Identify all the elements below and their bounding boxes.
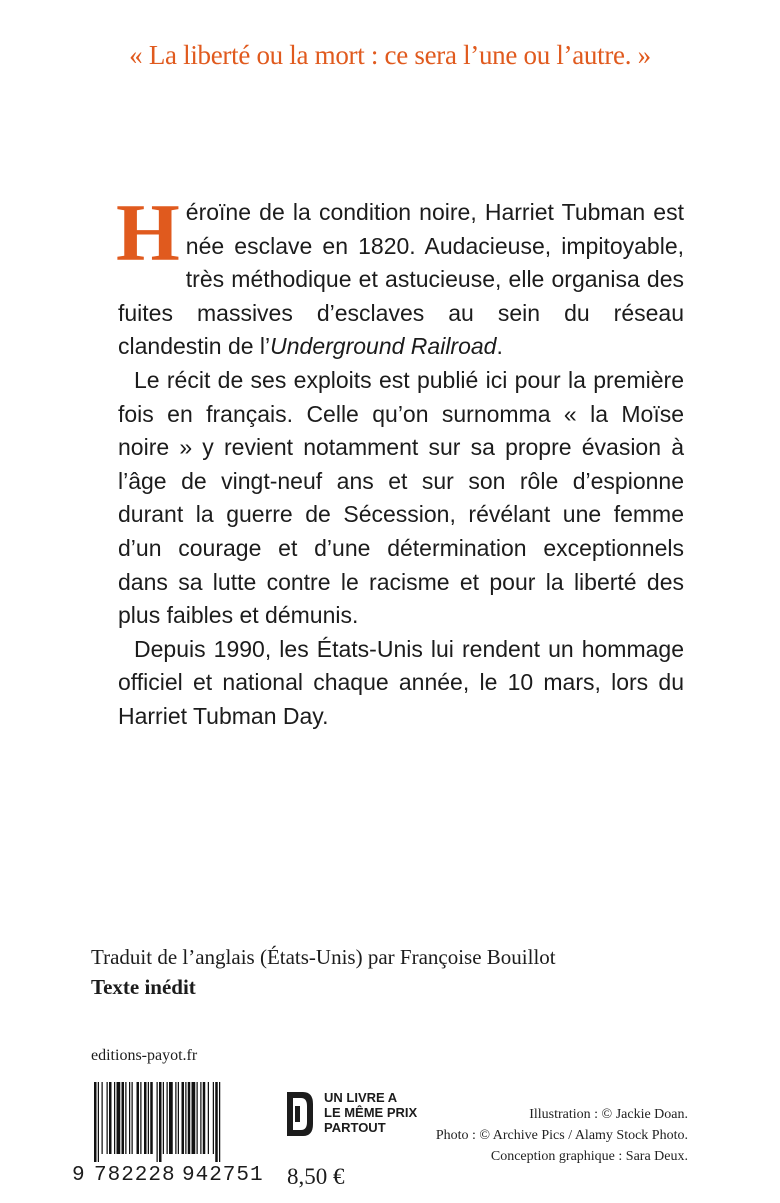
barcode-bar [192, 1082, 196, 1154]
photo-credit: Photo : © Archive Pics / Alamy Stock Photo. [435, 1128, 688, 1143]
barcode-bar [213, 1082, 214, 1154]
image-credits [436, 1104, 688, 1167]
barcode-bar [148, 1082, 149, 1154]
barcode-bar [208, 1082, 209, 1154]
barcode-bar [175, 1082, 176, 1154]
barcode-bar [150, 1082, 153, 1154]
back-cover-quote: « La liberté ou la mort : ce sera l’une ou l’autre. » [129, 40, 651, 70]
barcode-bar [167, 1082, 168, 1154]
illustration-credit: Illustration : © Jackie Doan. [529, 1107, 688, 1122]
barcode-bar [125, 1082, 126, 1154]
logo-line: UN LIVRE A [324, 1090, 398, 1105]
barcode-bar [203, 1082, 206, 1154]
barcode-bar [144, 1082, 147, 1154]
intro-paragraph [116, 187, 684, 364]
translation-block [91, 942, 556, 1002]
prix-unique-logo-text [324, 1090, 417, 1135]
barcode-image [93, 1082, 269, 1162]
barcode-bar [102, 1082, 103, 1154]
blurb [116, 187, 684, 734]
barcode-bar [163, 1082, 164, 1154]
barcode-bar [107, 1082, 108, 1154]
barcode-bar [132, 1082, 133, 1154]
barcode-bar [178, 1082, 179, 1154]
barcode-bar [197, 1082, 198, 1154]
publisher-website[interactable]: editions-payot.fr [91, 1047, 198, 1064]
barcode-bar [182, 1082, 185, 1154]
barcode-bar [219, 1082, 220, 1162]
prix-unique-logo-icon [285, 1090, 315, 1138]
barcode-bar [200, 1082, 201, 1154]
price: 8,50 € [287, 1164, 345, 1189]
edition-note: Texte inédit [91, 975, 196, 999]
barcode-bar [185, 1082, 186, 1154]
isbn-number [72, 1164, 277, 1187]
third-paragraph: Depuis 1990, les États-Unis lui rendent un hommage officiel et national chaque année, le 10 mars, lors du Harriet Tubman Day. [118, 635, 684, 729]
barcode-bar [157, 1082, 158, 1162]
intro-italic: Underground Railroad [270, 333, 497, 360]
barcode-bar [98, 1082, 99, 1162]
intro-text: éroïne de la condition noire, Harriet Tubman est née esclave en 1820. Audacieuse, impitoyable, très méthodique et astucieuse, elle organisa des fuites massives d’esclaves au sein du réseau clandestin de l’ [118, 199, 684, 360]
translation-credit: Traduit de l’anglais (États-Unis) par Françoise Bouillot [91, 945, 556, 969]
intro-end: . [496, 333, 503, 360]
barcode-bar [114, 1082, 115, 1154]
barcode-bar [188, 1082, 191, 1154]
barcode-bar [129, 1082, 130, 1154]
barcode-bar [169, 1082, 173, 1154]
logo-line: LE MÊME PRIX [324, 1105, 418, 1120]
barcode-bar [94, 1082, 97, 1162]
isbn-group-2: 942751 [182, 1164, 264, 1187]
second-paragraph: Le récit de ses exploits est publié ici pour la première fois en français. Celle qu’on surnomma « la Moïse noire » y revient notamment sur sa propre évasion à l’âge de vingt-neuf ans et sur son rôle d’espionne durant la guerre de Sécession, révélant une femme d’un courage et d’une détermination exceptionnels dans sa lutte contre le racisme et pour la liberté des plus faibles et démunis. [118, 366, 684, 629]
barcode-bar [117, 1082, 121, 1154]
isbn-first-digit: 9 [72, 1164, 86, 1187]
barcode-bar [215, 1082, 218, 1162]
barcode-bar [159, 1082, 162, 1162]
logo-line: PARTOUT [324, 1120, 386, 1135]
barcode-bar [140, 1082, 141, 1154]
design-credit: Conception graphique : Sara Deux. [490, 1149, 688, 1164]
barcode-bar [122, 1082, 125, 1154]
drop-cap: H [116, 187, 180, 278]
barcode-bar [109, 1082, 112, 1154]
isbn-group-1: 782228 [94, 1164, 176, 1187]
barcode-bar [137, 1082, 140, 1154]
